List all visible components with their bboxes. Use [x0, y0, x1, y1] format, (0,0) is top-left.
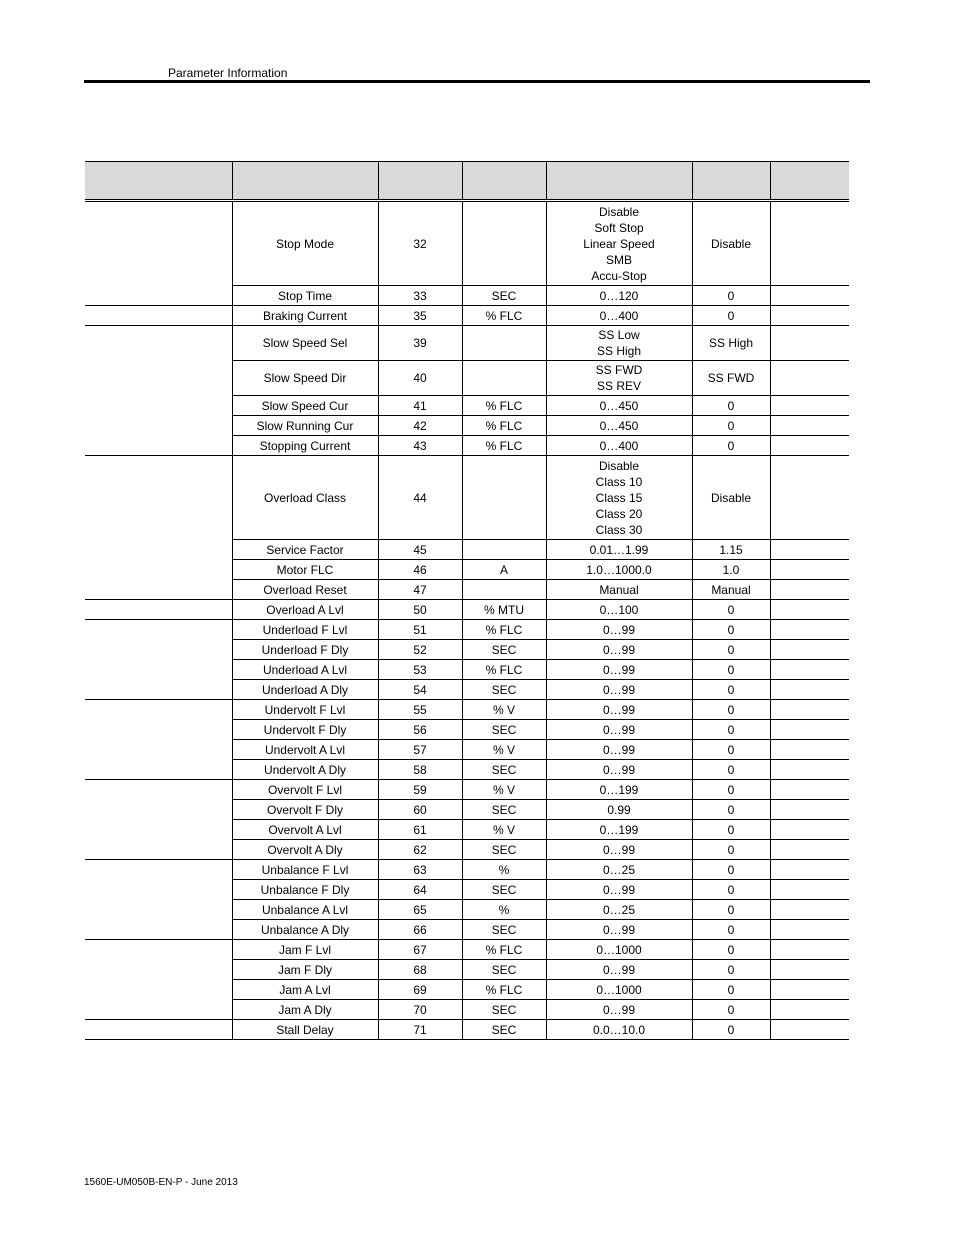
parameter-range	[546, 396, 692, 416]
parameter-number: 55	[378, 700, 462, 720]
parameter-number: 46	[378, 560, 462, 580]
parameter-units: SEC	[462, 680, 546, 700]
blank-cell	[770, 202, 849, 286]
range-option: 0…99	[602, 642, 636, 657]
group-cell	[85, 202, 232, 306]
parameter-units: %	[462, 900, 546, 920]
parameter-default: 0	[692, 306, 770, 326]
range-option: 0…99	[602, 962, 636, 977]
group-cell	[85, 456, 232, 600]
parameter-range	[546, 456, 692, 540]
blank-cell	[770, 456, 849, 540]
parameter-name: Braking Current	[232, 306, 378, 326]
parameter-units: % V	[462, 820, 546, 840]
parameter-units: A	[462, 560, 546, 580]
parameter-range	[546, 560, 692, 580]
parameter-default: 0	[692, 900, 770, 920]
header-separator	[378, 162, 379, 199]
parameter-range	[546, 1020, 692, 1040]
parameter-number: 64	[378, 880, 462, 900]
parameter-number: 33	[378, 286, 462, 306]
parameter-name: Unbalance A Lvl	[232, 900, 378, 920]
blank-cell	[770, 820, 849, 840]
parameter-number: 65	[378, 900, 462, 920]
parameter-units: SEC	[462, 1020, 546, 1040]
parameter-number: 71	[378, 1020, 462, 1040]
range-option: SS REV	[596, 379, 641, 393]
range-option: 0.99	[607, 802, 631, 817]
blank-cell	[770, 1000, 849, 1020]
parameter-number: 62	[378, 840, 462, 860]
parameter-number: 53	[378, 660, 462, 680]
parameter-units: SEC	[462, 1000, 546, 1020]
blank-cell	[770, 396, 849, 416]
parameter-units	[462, 580, 546, 600]
range-option: 0…120	[599, 288, 639, 303]
parameter-units: % FLC	[462, 306, 546, 326]
range-option: 0.0…10.0	[592, 1022, 646, 1037]
parameter-units	[462, 456, 546, 540]
parameter-number: 70	[378, 1000, 462, 1020]
parameter-units: % V	[462, 700, 546, 720]
group-cell	[85, 860, 232, 940]
range-option: 0…25	[602, 862, 636, 877]
blank-cell	[770, 326, 849, 361]
running-header: Parameter Information	[168, 66, 288, 80]
parameter-default: 0	[692, 920, 770, 940]
parameter-range	[546, 800, 692, 820]
range-option: 0…99	[602, 1002, 636, 1017]
parameter-units: % FLC	[462, 940, 546, 960]
parameter-number: 40	[378, 361, 462, 396]
blank-cell	[770, 780, 849, 800]
range-option: Manual	[599, 582, 639, 597]
group-cell	[85, 780, 232, 860]
table-row	[85, 780, 849, 800]
parameter-default: 0	[692, 286, 770, 306]
range-option: 0…99	[602, 742, 636, 757]
parameter-range	[546, 1000, 692, 1020]
parameter-range	[546, 920, 692, 940]
parameter-number: 66	[378, 920, 462, 940]
header-separator	[692, 162, 693, 199]
parameter-default: 0	[692, 396, 770, 416]
parameter-default: 0	[692, 720, 770, 740]
parameter-number: 43	[378, 436, 462, 456]
parameter-units: % FLC	[462, 660, 546, 680]
table-row	[85, 306, 849, 326]
range-option: 0…25	[602, 902, 636, 917]
parameter-default: 0	[692, 860, 770, 880]
parameter-range	[546, 900, 692, 920]
parameter-number: 56	[378, 720, 462, 740]
parameter-range	[546, 580, 692, 600]
blank-cell	[770, 840, 849, 860]
range-option: Linear Speed	[583, 236, 655, 251]
range-option: 0…99	[602, 662, 636, 677]
parameter-default: 0	[692, 640, 770, 660]
parameter-name: Overload A Lvl	[232, 600, 378, 620]
parameter-units	[462, 361, 546, 396]
parameter-default: 0	[692, 1000, 770, 1020]
range-option: 0…99	[602, 722, 636, 737]
blank-cell	[770, 540, 849, 560]
parameter-number: 67	[378, 940, 462, 960]
parameter-default: 0	[692, 880, 770, 900]
parameter-units: SEC	[462, 760, 546, 780]
parameter-units	[462, 202, 546, 286]
parameter-default: 0	[692, 416, 770, 436]
range-option: 0…100	[599, 602, 639, 617]
parameter-name: Overvolt F Dly	[232, 800, 378, 820]
blank-cell	[770, 580, 849, 600]
range-option: 0…99	[602, 682, 636, 697]
parameter-units	[462, 540, 546, 560]
range-option: Disable	[598, 204, 640, 219]
parameter-name: Jam F Lvl	[232, 940, 378, 960]
parameter-default: SS High	[692, 326, 770, 361]
parameter-units: % MTU	[462, 600, 546, 620]
parameter-units: SEC	[462, 720, 546, 740]
header-separator	[770, 162, 771, 199]
range-option: SMB	[605, 252, 632, 267]
parameter-default: 1.0	[692, 560, 770, 580]
range-option: Soft Stop	[594, 220, 644, 235]
parameter-number: 45	[378, 540, 462, 560]
table-row	[85, 600, 849, 620]
parameter-units: % FLC	[462, 436, 546, 456]
parameter-number: 60	[378, 800, 462, 820]
group-cell	[85, 700, 232, 780]
header-separator	[462, 162, 463, 199]
blank-cell	[770, 620, 849, 640]
range-option: 0…450	[599, 418, 639, 433]
parameter-name: Undervolt A Dly	[232, 760, 378, 780]
parameter-units: % FLC	[462, 620, 546, 640]
parameter-number: 41	[378, 396, 462, 416]
parameter-default: Disable	[692, 456, 770, 540]
parameter-range	[546, 740, 692, 760]
range-option: 0…99	[602, 762, 636, 777]
blank-cell	[770, 306, 849, 326]
table-header-band	[85, 161, 849, 200]
header-separator	[546, 162, 547, 199]
parameter-default: 0	[692, 960, 770, 980]
parameter-units: % FLC	[462, 396, 546, 416]
range-option: 0…450	[599, 398, 639, 413]
blank-cell	[770, 940, 849, 960]
group-cell	[85, 1020, 232, 1040]
parameter-name: Slow Speed Dir	[232, 361, 378, 396]
range-option: 0…99	[602, 702, 636, 717]
parameter-range	[546, 306, 692, 326]
parameter-range	[546, 361, 692, 396]
parameter-name: Unbalance A Dly	[232, 920, 378, 940]
parameter-default: 0	[692, 436, 770, 456]
blank-cell	[770, 880, 849, 900]
parameter-name: Stall Delay	[232, 1020, 378, 1040]
range-option: SS Low	[598, 328, 640, 342]
range-option: Class 10	[595, 474, 643, 489]
range-option: SS High	[596, 344, 642, 358]
parameter-name: Underload F Dly	[232, 640, 378, 660]
blank-cell	[770, 900, 849, 920]
blank-cell	[770, 436, 849, 456]
parameter-default: 0	[692, 660, 770, 680]
blank-cell	[770, 920, 849, 940]
parameter-range	[546, 436, 692, 456]
parameter-range	[546, 880, 692, 900]
parameter-default: 0	[692, 740, 770, 760]
parameter-range	[546, 326, 692, 361]
table-row	[85, 700, 849, 720]
parameter-range	[546, 840, 692, 860]
parameter-name: Underload A Lvl	[232, 660, 378, 680]
parameter-units	[462, 326, 546, 361]
range-option: 0…99	[602, 882, 636, 897]
blank-cell	[770, 860, 849, 880]
range-option: 1.0…1000.0	[586, 562, 652, 577]
parameter-number: 42	[378, 416, 462, 436]
parameter-number: 35	[378, 306, 462, 326]
parameter-name: Undervolt F Lvl	[232, 700, 378, 720]
parameter-units: % V	[462, 740, 546, 760]
parameter-units: % FLC	[462, 416, 546, 436]
table-row	[85, 202, 849, 286]
blank-cell	[770, 720, 849, 740]
range-option: 0…1000	[596, 982, 642, 997]
parameter-number: 57	[378, 740, 462, 760]
table-row	[85, 326, 849, 361]
parameter-name: Jam A Dly	[232, 1000, 378, 1020]
parameter-default: 0	[692, 980, 770, 1000]
blank-cell	[770, 740, 849, 760]
parameter-range	[546, 960, 692, 980]
blank-cell	[770, 361, 849, 396]
parameter-name: Overload Class	[232, 456, 378, 540]
parameter-name: Stop Time	[232, 286, 378, 306]
group-cell	[85, 600, 232, 620]
parameter-range	[546, 660, 692, 680]
table-row	[85, 860, 849, 880]
parameter-range	[546, 820, 692, 840]
table-row	[85, 940, 849, 960]
parameter-number: 39	[378, 326, 462, 361]
blank-cell	[770, 800, 849, 820]
parameter-name: Overvolt A Dly	[232, 840, 378, 860]
parameter-range	[546, 416, 692, 436]
range-option: 0…199	[599, 782, 639, 797]
parameter-range	[546, 760, 692, 780]
parameter-default: 0	[692, 700, 770, 720]
parameter-rows	[85, 201, 849, 1040]
parameter-default: 0	[692, 1020, 770, 1040]
parameter-name: Jam F Dly	[232, 960, 378, 980]
blank-cell	[770, 700, 849, 720]
range-option: 0…199	[599, 822, 639, 837]
parameter-name: Unbalance F Lvl	[232, 860, 378, 880]
parameter-default: 1.15	[692, 540, 770, 560]
range-option: 0…99	[602, 922, 636, 937]
parameter-name: Stop Mode	[232, 202, 378, 286]
parameter-name: Motor FLC	[232, 560, 378, 580]
parameter-units: SEC	[462, 640, 546, 660]
parameter-name: Undervolt A Lvl	[232, 740, 378, 760]
blank-cell	[770, 760, 849, 780]
parameter-default: 0	[692, 840, 770, 860]
parameter-number: 51	[378, 620, 462, 640]
table-row	[85, 1020, 849, 1040]
parameter-number: 32	[378, 202, 462, 286]
parameter-name: Underload A Dly	[232, 680, 378, 700]
parameter-units: SEC	[462, 286, 546, 306]
parameter-default: 0	[692, 800, 770, 820]
parameter-units: SEC	[462, 880, 546, 900]
parameter-units: SEC	[462, 920, 546, 940]
parameter-default: 0	[692, 760, 770, 780]
parameter-default: 0	[692, 820, 770, 840]
range-option: Class 20	[595, 506, 643, 521]
range-option: Class 30	[595, 522, 643, 537]
parameter-range	[546, 286, 692, 306]
range-option: 0…400	[599, 438, 639, 453]
blank-cell	[770, 600, 849, 620]
parameter-name: Overload Reset	[232, 580, 378, 600]
parameter-number: 47	[378, 580, 462, 600]
group-cell	[85, 620, 232, 700]
parameter-default: Manual	[692, 580, 770, 600]
publication-code: 1560E-UM050B-EN-P - June 2013	[84, 1177, 238, 1188]
parameter-units: SEC	[462, 960, 546, 980]
parameter-units: % V	[462, 780, 546, 800]
parameter-number: 59	[378, 780, 462, 800]
parameter-name: Service Factor	[232, 540, 378, 560]
parameter-range	[546, 620, 692, 640]
blank-cell	[770, 416, 849, 436]
parameter-number: 63	[378, 860, 462, 880]
parameter-name: Undervolt F Dly	[232, 720, 378, 740]
parameter-default: 0	[692, 780, 770, 800]
parameter-range	[546, 600, 692, 620]
parameter-range	[546, 202, 692, 286]
table-row	[85, 620, 849, 640]
blank-cell	[770, 660, 849, 680]
parameter-units: SEC	[462, 800, 546, 820]
parameter-number: 68	[378, 960, 462, 980]
parameter-range	[546, 640, 692, 660]
group-cell	[85, 326, 232, 456]
parameter-name: Slow Speed Sel	[232, 326, 378, 361]
parameter-default: 0	[692, 600, 770, 620]
parameter-name: Overvolt A Lvl	[232, 820, 378, 840]
blank-cell	[770, 680, 849, 700]
parameter-default: 0	[692, 680, 770, 700]
parameter-number: 61	[378, 820, 462, 840]
parameter-name: Overvolt F Lvl	[232, 780, 378, 800]
parameter-default: SS FWD	[692, 361, 770, 396]
parameter-number: 52	[378, 640, 462, 660]
parameter-name: Slow Speed Cur	[232, 396, 378, 416]
parameter-number: 54	[378, 680, 462, 700]
parameter-units: %	[462, 860, 546, 880]
blank-cell	[770, 960, 849, 980]
range-option: Accu-Stop	[591, 268, 647, 283]
blank-cell	[770, 640, 849, 660]
parameter-name: Stopping Current	[232, 436, 378, 456]
group-cell	[85, 940, 232, 1020]
parameter-range	[546, 940, 692, 960]
parameter-number: 50	[378, 600, 462, 620]
range-option: 0…99	[602, 842, 636, 857]
header-rule	[84, 80, 870, 83]
parameter-name: Underload F Lvl	[232, 620, 378, 640]
parameter-range	[546, 540, 692, 560]
parameter-range	[546, 700, 692, 720]
range-option: Disable	[598, 458, 640, 473]
header-separator	[232, 162, 233, 199]
parameter-range	[546, 980, 692, 1000]
parameter-name: Slow Running Cur	[232, 416, 378, 436]
parameter-number: 58	[378, 760, 462, 780]
range-option: 0.01…1.99	[589, 542, 649, 557]
blank-cell	[770, 980, 849, 1000]
table-row	[85, 456, 849, 540]
parameter-range	[546, 860, 692, 880]
group-cell	[85, 306, 232, 326]
parameter-number: 44	[378, 456, 462, 540]
blank-cell	[770, 286, 849, 306]
parameter-number: 69	[378, 980, 462, 1000]
parameter-name: Jam A Lvl	[232, 980, 378, 1000]
range-option: Class 15	[595, 490, 643, 505]
parameter-range	[546, 680, 692, 700]
range-option: SS FWD	[595, 363, 643, 377]
blank-cell	[770, 1020, 849, 1040]
parameter-name: Unbalance F Dly	[232, 880, 378, 900]
blank-cell	[770, 560, 849, 580]
parameter-default: 0	[692, 620, 770, 640]
range-option: 0…400	[599, 308, 639, 323]
parameter-range	[546, 720, 692, 740]
parameter-default: 0	[692, 940, 770, 960]
parameter-units: SEC	[462, 840, 546, 860]
range-option: 0…99	[602, 622, 636, 637]
range-option: 0…1000	[596, 942, 642, 957]
parameter-units: % FLC	[462, 980, 546, 1000]
parameter-default: Disable	[692, 202, 770, 286]
parameter-range	[546, 780, 692, 800]
